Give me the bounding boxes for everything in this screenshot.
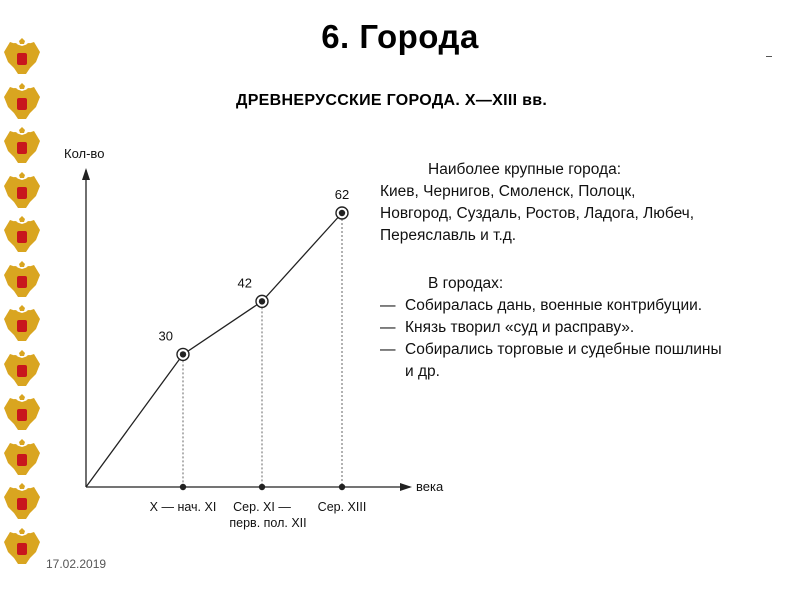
in-cities-item-text: Собиралась дань, военные контрибуции. <box>405 297 703 314</box>
in-cities-item-text: Князь творил «суд и расправу». <box>405 319 635 336</box>
chart-heading: ДРЕВНЕРУССКИЕ ГОРОДА. X—XIII вв. <box>236 92 548 109</box>
list-dash: — <box>380 319 396 336</box>
in-cities-item-continuation: и др. <box>405 363 440 380</box>
data-point-center <box>180 351 186 357</box>
category-label: перв. пол. XII <box>229 516 307 530</box>
data-point-center <box>259 298 265 304</box>
list-dash: — <box>380 341 396 358</box>
category-tick-dot <box>180 484 186 490</box>
category-tick-dot <box>339 484 345 490</box>
in-cities-item-text: Собирались торговые и судебные пошлины <box>405 341 722 358</box>
category-tick-dot <box>259 484 265 490</box>
series-line <box>86 213 342 487</box>
in-cities-title: В городах: <box>428 275 504 292</box>
slide-title: 6. Города <box>321 18 479 55</box>
in-cities-item <box>380 339 780 361</box>
category-label: X — нач. XI <box>149 500 217 514</box>
list-dash: — <box>380 297 396 314</box>
category-label: Сер. XIII <box>317 500 367 514</box>
in-cities-item <box>380 317 780 339</box>
in-cities-item <box>380 295 780 317</box>
in-cities-list <box>380 295 780 383</box>
largest-cities-line: Новгород, Суздаль, Ростов, Ладога, Любеч, <box>380 205 695 222</box>
x-axis-arrow <box>400 483 412 491</box>
data-label: 30 <box>158 328 173 344</box>
largest-cities-line: Переяславль и т.д. <box>380 227 517 244</box>
x-axis-label: века <box>416 479 444 494</box>
data-label: 42 <box>237 275 252 291</box>
largest-cities-title: Наиболее крупные города: <box>428 161 622 178</box>
data-point-center <box>339 210 345 216</box>
slide-date: 17.02.2019 <box>46 557 107 571</box>
largest-cities-line: Киев, Чернигов, Смоленск, Полоцк, <box>380 183 636 200</box>
y-axis-label: Кол-во <box>64 146 105 161</box>
largest-cities-list <box>380 181 760 247</box>
category-label: Сер. XI — <box>233 500 291 514</box>
y-axis-arrow <box>82 168 90 180</box>
data-label: 62 <box>334 187 350 202</box>
